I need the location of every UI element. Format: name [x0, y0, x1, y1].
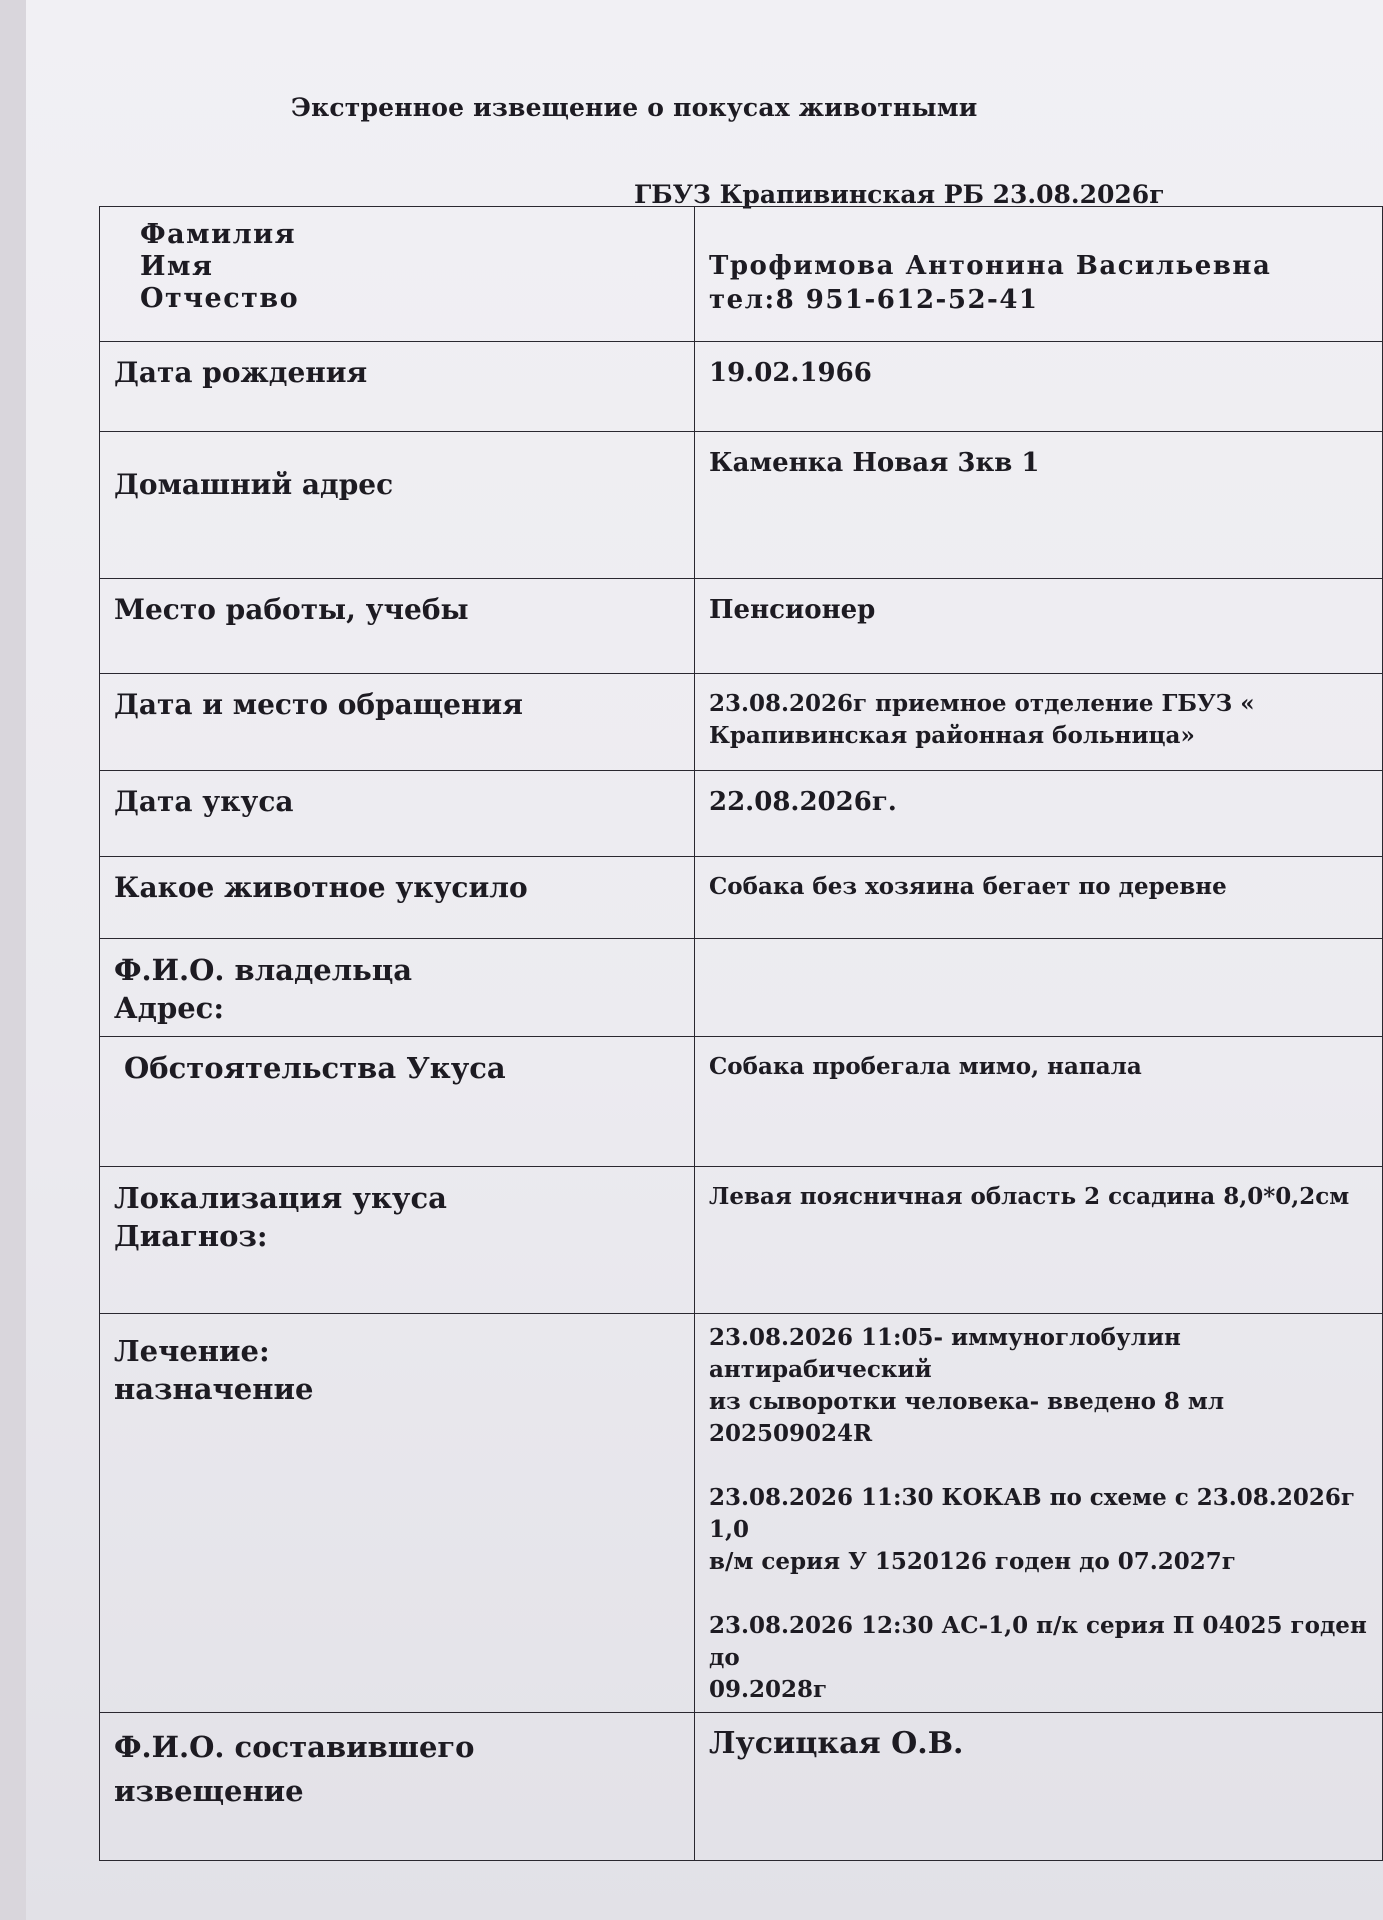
document-title: Экстренное извещение о покусах животными: [291, 93, 978, 122]
label-treatment: [100, 1314, 695, 1713]
label-treatment-assignment: назначение: [114, 1372, 314, 1406]
value-bite-date: 22.08.2026г.: [695, 771, 1383, 857]
value-full-name: [695, 207, 1383, 342]
treatment-1-line-1: 23.08.2026 11:05- иммуноглобулин антирабический: [709, 1324, 1181, 1383]
row-visit: [100, 674, 1383, 771]
treatment-1-line-2: из сыворотки человека- введено 8 мл: [709, 1388, 1225, 1415]
row-bite-date: [100, 771, 1383, 857]
label-visit: Дата и место обращения: [100, 674, 695, 771]
label-author: [100, 1713, 695, 1861]
value-birth-date: 19.02.1966: [695, 342, 1383, 432]
label-diagnosis: Диагноз:: [114, 1219, 268, 1253]
value-visit: [695, 674, 1383, 771]
value-animal: Собака без хозяина бегает по деревне: [695, 857, 1383, 939]
value-owner: [695, 939, 1383, 1037]
label-animal: Какое животное укусило: [100, 857, 695, 939]
value-workplace: Пенсионер: [695, 579, 1383, 674]
label-owner-name: Ф.И.О. владельца: [114, 953, 413, 987]
row-localization: [100, 1167, 1383, 1314]
label-owner: [100, 939, 695, 1037]
treatment-1-line-3: 202509024R: [709, 1420, 873, 1447]
row-treatment: [100, 1314, 1383, 1713]
row-full-name: [100, 207, 1383, 342]
value-home-address: Каменка Новая 3кв 1: [695, 432, 1383, 579]
row-birth-date: [100, 342, 1383, 432]
value-treatment: [695, 1314, 1383, 1713]
label-owner-address: Адрес:: [114, 991, 225, 1025]
label-author-notice: извещение: [114, 1774, 304, 1808]
institution-and-date: ГБУЗ Крапивинская РБ 23.08.2026г: [634, 180, 1165, 209]
label-patronymic: Отчество: [140, 283, 300, 314]
treatment-3-line-1: 23.08.2026 12:30 АС-1,0 п/к серия П 04025 годен до: [709, 1612, 1367, 1671]
label-full-name: [100, 207, 695, 342]
label-workplace: Место работы, учебы: [100, 579, 695, 674]
label-birth-date: Дата рождения: [100, 342, 695, 432]
notification-form-table: [99, 206, 1383, 1861]
treatment-2-line-2: в/м серия У 1520126 годен до 07.2027г: [709, 1548, 1236, 1575]
row-home-address: [100, 432, 1383, 579]
label-author-name: Ф.И.О. составившего: [114, 1730, 475, 1764]
patient-name: Трофимова Антонина Васильевна: [709, 251, 1272, 281]
treatment-3-line-2: 09.2028г: [709, 1676, 828, 1703]
value-author: Лусицкая О.В.: [695, 1713, 1383, 1861]
row-author: [100, 1713, 1383, 1861]
label-treatment-title: Лечение:: [114, 1334, 270, 1368]
label-first-name: Имя: [140, 251, 214, 282]
row-owner: [100, 939, 1383, 1037]
spacer: [709, 1578, 1374, 1610]
label-bite-location: Локализация укуса: [114, 1181, 447, 1215]
label-circumstances: Обстоятельства Укуса: [100, 1037, 695, 1167]
label-surname: Фамилия: [140, 219, 297, 250]
row-animal: [100, 857, 1383, 939]
label-localization: [100, 1167, 695, 1314]
value-localization: Левая поясничная область 2 ссадина 8,0*0,2см: [695, 1167, 1383, 1314]
visit-line-2: Крапивинская районная больница»: [709, 722, 1195, 749]
visit-line-1: 23.08.2026г приемное отделение ГБУЗ «: [709, 690, 1255, 717]
label-bite-date: Дата укуса: [100, 771, 695, 857]
patient-phone: тел:8 951-612-52-41: [709, 285, 1039, 315]
label-home-address: Домашний адрес: [100, 432, 695, 579]
treatment-2-line-1: 23.08.2026 11:30 КОКАВ по схеме с 23.08.2026г 1,0: [709, 1484, 1355, 1543]
value-circumstances: Собака пробегала мимо, напала: [695, 1037, 1383, 1167]
spacer: [709, 1450, 1374, 1482]
row-circumstances: [100, 1037, 1383, 1167]
row-workplace: [100, 579, 1383, 674]
